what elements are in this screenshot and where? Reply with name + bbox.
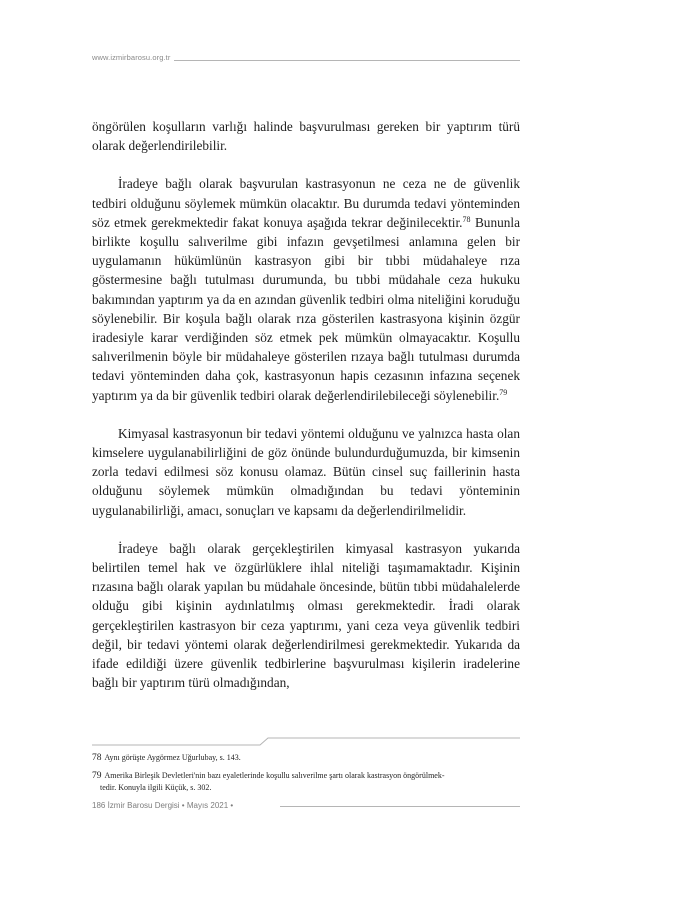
footnote-text: Amerika Birleşik Devletleri'nin bazı eyaletlerinde koşullu salıverilme şartı olarak kastrasyon öngörülmek- [104, 771, 445, 780]
footnote-text-continued: tedir. Konuyla ilgili Küçük, s. 302. [100, 783, 212, 792]
footnote-78 [92, 752, 520, 764]
paragraph-4: İradeye bağlı olarak gerçekleştirilen kimyasal kastrasyon yukarıda belirtilen temel hak ve özgürlüklere ihlal niteliği taşımamaktadır. Kişinin rızasına bağlı olarak yapılan bu müdahale öncesinde, bütün tıbbi müdahalelerde olduğu gibi kişinin aydınlatılmış olması gerekmektedir. İradi olarak gerçekleştirilen kastrasyon bir ceza yaptırımı, yani ceza veya güvenlik tedbiri değil, bir tedavi yöntemi olarak değerlendirilmesi gerekmektedir. Yukarıda da ifade edildiği üzere güvenlik tedbirlerine başvurulması kişilerin iradelerine bağlı bir yaptırım türü olmadığından, [92, 540, 520, 691]
footnote-79 [92, 770, 520, 794]
paragraph-3: Kimyasal kastrasyonun bir tedavi yöntemi olduğunu ve yalnızca hasta olan kimselere uygulanabilirliğini de göz önünde bulundurduğumuzda, bir kimsenin zorla tedavi edilmesi söz konusu olamaz. Bütün cinsel suç faillerinin hasta olduğunu söylemek mümkün olmadığından bu tedavi yönteminin uygulanabilirliği, amacı, sonuçları ve kapsamı da değerlendirilmelidir. [92, 425, 520, 518]
footnote-number: 78 [92, 753, 102, 763]
paragraph-1: öngörülen koşulların varlığı halinde başvurulması gereken bir yaptırım türü olarak değerlendirilebilir. [92, 119, 520, 154]
footnote-ref-78[interactable]: 78 [462, 214, 471, 224]
paragraph-2 [92, 174, 520, 404]
footer-text: 186 İzmir Barosu Dergisi • Mayıs 2021 • [92, 801, 234, 810]
footer-rule [280, 806, 520, 807]
footnote-divider [92, 736, 520, 748]
page-footer [92, 801, 520, 815]
header-rule [174, 60, 520, 61]
footnote-ref-79[interactable]: 79 [499, 387, 508, 397]
footnote-text: Aynı görüşte Aygörmez Uğurlubay, s. 143. [104, 753, 241, 762]
paragraph-2-text-a: İradeye bağlı olarak başvurulan kastrasyonun ne ceza ne de güvenlik tedbiri olduğunu söylemek mümkün olacaktır. Bu durumda tedavi yönteminden söz etmek gerekmektedir fakat konuya aşağıda tekrar değinilecektir. [92, 176, 520, 230]
paragraph-2-text-b: Bununla birlikte koşullu salıverilme gibi infazın gevşetilmesi anlamına gelen bir uygulamanın hükümlünün kastrasyon gibi bir tıbbi müdahaleye rıza göstermesine bağlı tutulması durumunda, bu tıbbi müdahale ceza hukuku bakımından yaptırım ya da en azından güvenlik tedbiri olma niteliğini koruduğu söylenebilir. Bir koşula bağlı olarak rıza gösterilen kastrasyona kişinin özgür iradesiyle karar verdiğinden söz etmek pek mümkün olmayacaktır. Koşullu salıverilmenin böyle bir müdahaleye gösterilen rızaya bağlı tutulması durumda tedavi yönteminden daha çok, kastrasyonun hapis cezasının infazına seçenek yaptırım ya da bir güvenlik tedbiri olarak değerlendirilebileceği söylenebilir. [92, 214, 520, 403]
footnotes [92, 752, 520, 800]
body-text [92, 117, 520, 692]
footnote-number: 79 [92, 771, 102, 781]
header-url[interactable]: www.izmirbarosu.org.tr [92, 53, 171, 62]
